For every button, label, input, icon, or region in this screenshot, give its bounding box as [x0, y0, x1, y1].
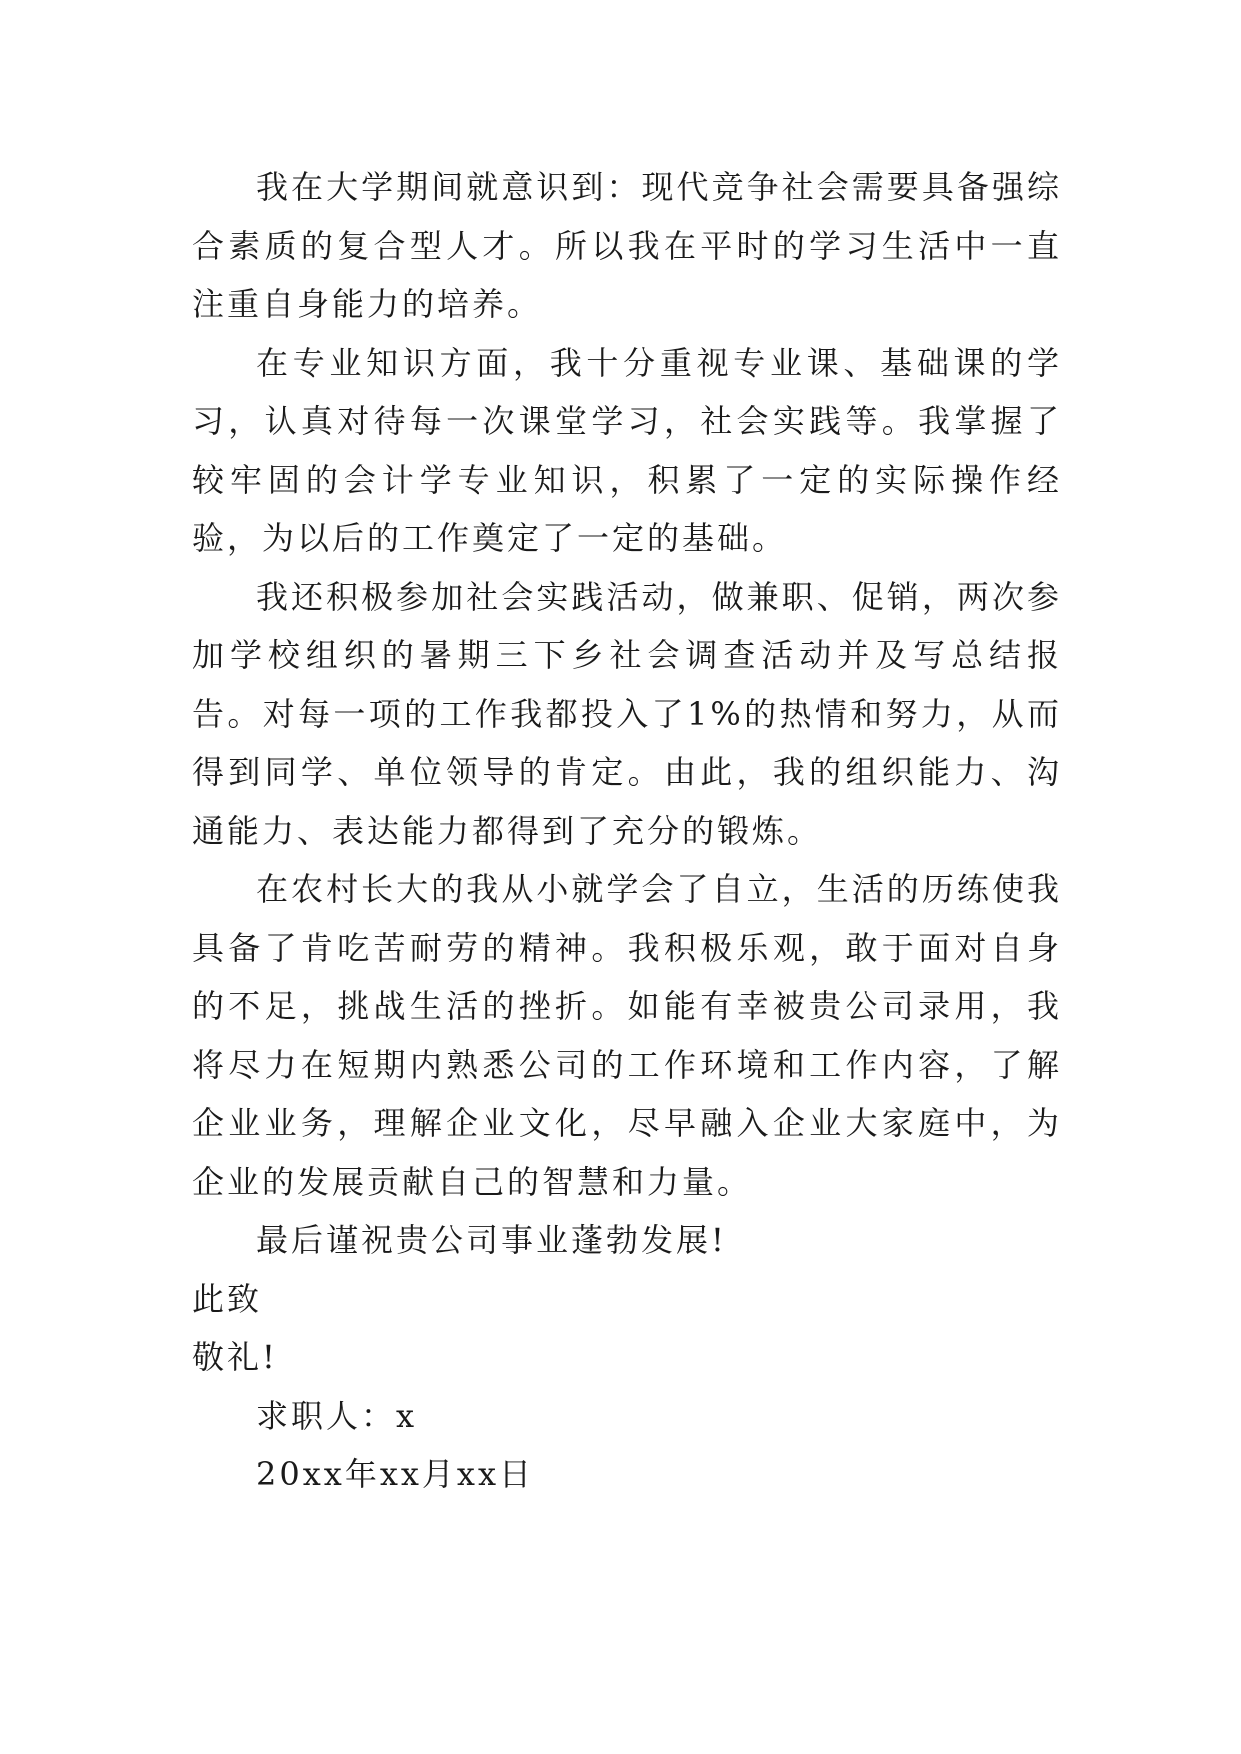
- paragraph-social-practice: 我还积极参加社会实践活动，做兼职、促销，两次参加学校组织的暑期三下乡社会调查活动并及写总结报告。对每一项的工作我都投入了1%的热情和努力，从而得到同学、单位领导的肯定。由此，我的组织能力、沟通能力、表达能力都得到了充分的锻炼。: [192, 577, 1062, 850]
- closing-cizhi: 此致: [192, 1279, 263, 1318]
- letter-date: 20xx年xx月xx日: [256, 1455, 535, 1493]
- letter-body: [192, 158, 1062, 1504]
- closing-jingli: 敬礼!: [192, 1338, 278, 1376]
- paragraph-professional-knowledge: 在专业知识方面，我十分重视专业课、基础课的学习，认真对待每一次课堂学习，社会实践等。我掌握了较牢固的会计学专业知识，积累了一定的实际操作经验，为以后的工作奠定了一定的基础。: [192, 343, 1062, 557]
- paragraph-best-wishes: 最后谨祝贵公司事业蓬勃发展!: [256, 1221, 727, 1259]
- applicant-signature: 求职人：x: [256, 1396, 418, 1435]
- paragraph-self-awareness: 我在大学期间就意识到：现代竞争社会需要具备强综合素质的复合型人才。所以我在平时的学习生活中一直注重自身能力的培养。: [192, 168, 1062, 323]
- paragraph-personal-character: 在农村长大的我从小就学会了自立，生活的历练使我具备了肯吃苦耐劳的精神。我积极乐观，敢于面对自身的不足，挑战生活的挫折。如能有幸被贵公司录用，我将尽力在短期内熟悉公司的工作环境和工作内容，了解企业业务，理解企业文化，尽早融入企业大家庭中，为企业的发展贡献自己的智慧和力量。: [192, 870, 1062, 1201]
